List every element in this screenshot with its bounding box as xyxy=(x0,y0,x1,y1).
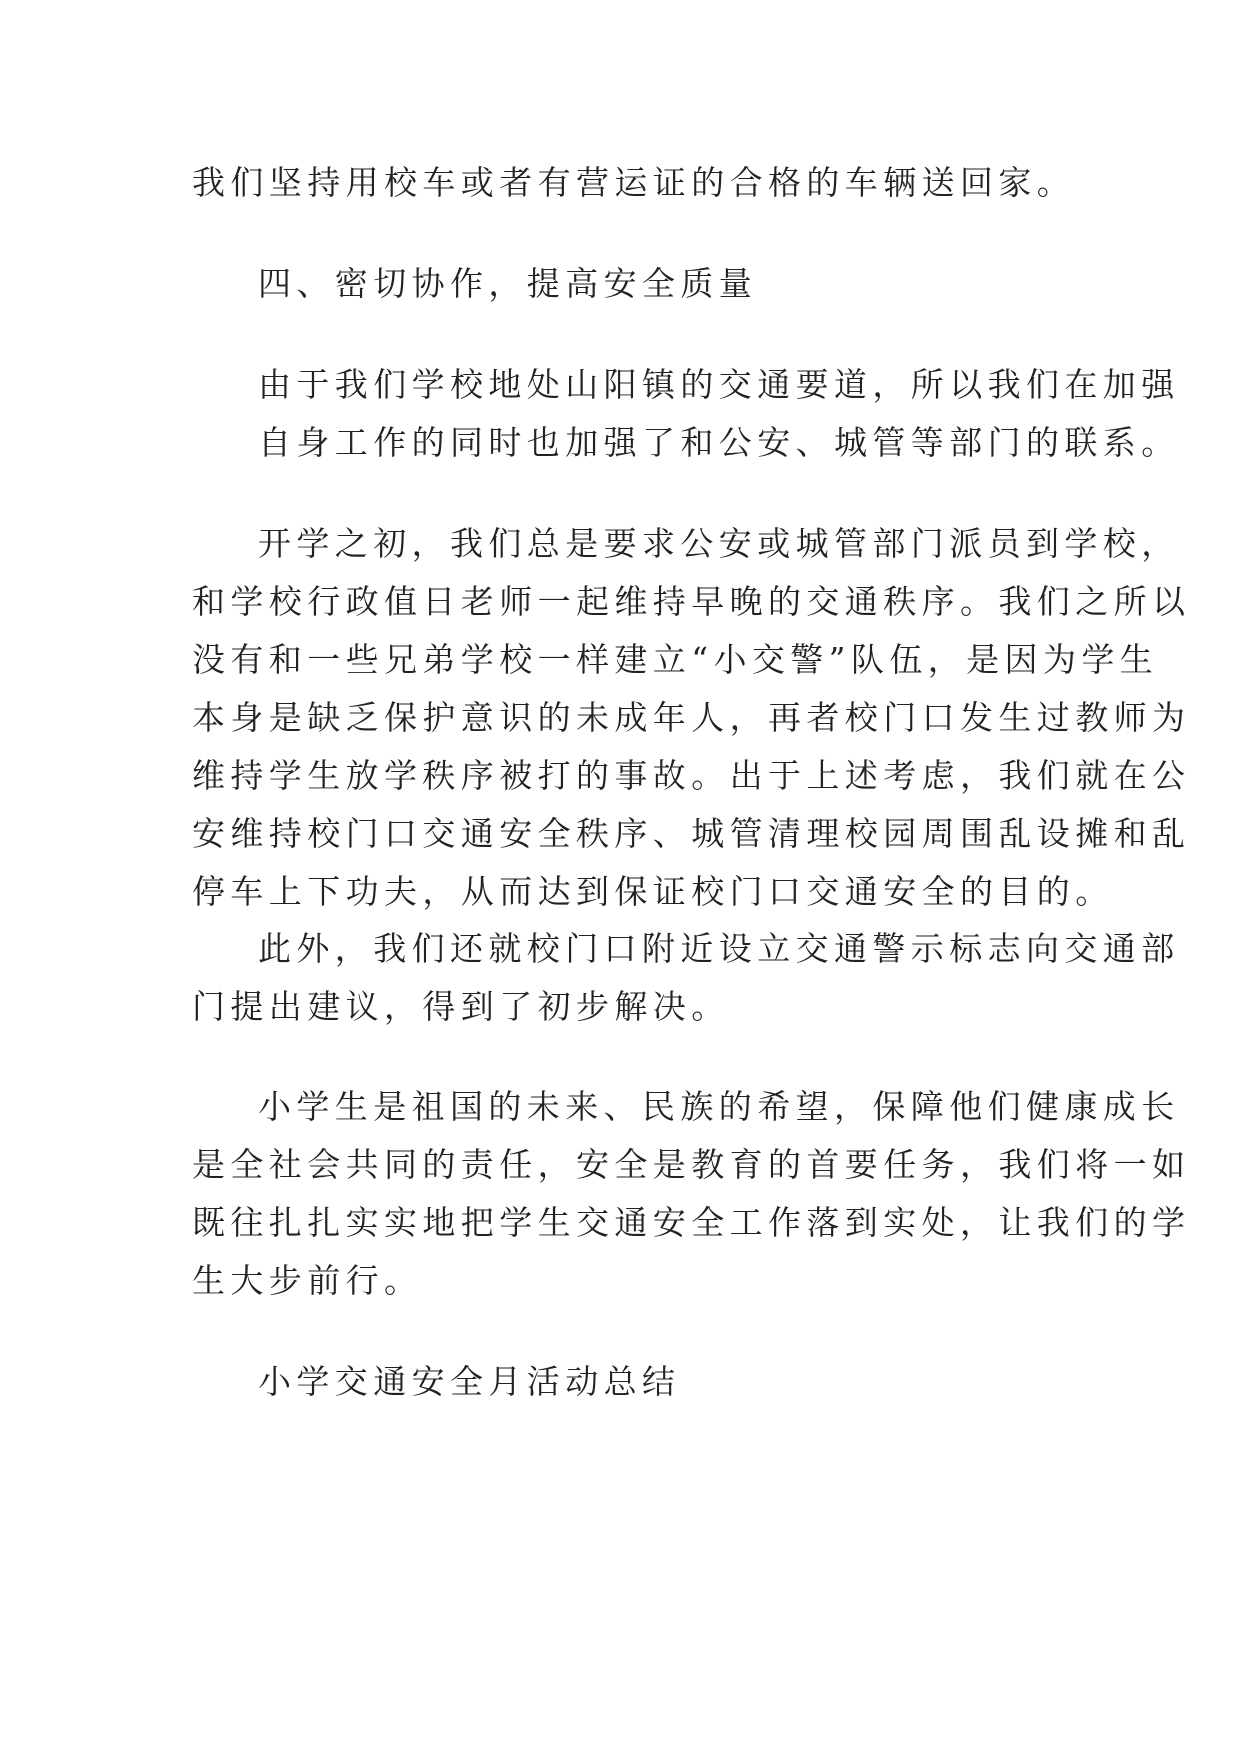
text-line: 四、密切协作，提高安全质量 xyxy=(258,264,758,303)
text-line: 我们坚持用校车或者有营运证的合格的车辆送回家。 xyxy=(192,163,1076,202)
text-line: 本身是缺乏保护意识的未成年人，再者校门口发生过教师为 xyxy=(192,698,1191,737)
paragraph xyxy=(192,356,1180,472)
text-line: 既往扎扎实实地把学生交通安全工作落到实处，让我们的学 xyxy=(192,1203,1191,1242)
text-line: 没有和一些兄弟学校一样建立“小交警”队伍，是因为学生 xyxy=(192,640,1159,679)
paragraph-continuation xyxy=(192,154,1076,212)
text-line: 由于我们学校地处山阳镇的交通要道，所以我们在加强 xyxy=(258,365,1180,404)
text-line: 维持学生放学秩序被打的事故。出于上述考虑，我们就在公 xyxy=(192,756,1191,795)
text-line: 停车上下功夫，从而达到保证校门口交通安全的目的。 xyxy=(192,872,1114,911)
text-line: 自身工作的同时也加强了和公安、城管等部门的联系。 xyxy=(258,423,1180,462)
paragraph xyxy=(192,1078,1191,1310)
text-line: 小学生是祖国的未来、民族的希望，保障他们健康成长 xyxy=(258,1087,1180,1126)
text-line: 安维持校门口交通安全秩序、城管清理校园周围乱设摊和乱 xyxy=(192,814,1191,853)
text-line: 生大步前行。 xyxy=(192,1261,423,1300)
text-line: 开学之初，我们总是要求公安或城管部门派员到学校， xyxy=(258,524,1180,563)
paragraph xyxy=(192,515,1191,921)
text-line: 和学校行政值日老师一起维持早晚的交通秩序。我们之所以 xyxy=(192,582,1191,621)
text-line: 门提出建议，得到了初步解决。 xyxy=(192,987,730,1026)
section-title xyxy=(192,1353,1062,1411)
section-heading xyxy=(192,255,1062,313)
paragraph xyxy=(192,920,1180,1036)
text-line: 小学交通安全月活动总结 xyxy=(258,1362,681,1401)
text-line: 此外，我们还就校门口附近设立交通警示标志向交通部 xyxy=(258,929,1180,968)
text-line: 是全社会共同的责任，安全是教育的首要任务，我们将一如 xyxy=(192,1145,1191,1184)
